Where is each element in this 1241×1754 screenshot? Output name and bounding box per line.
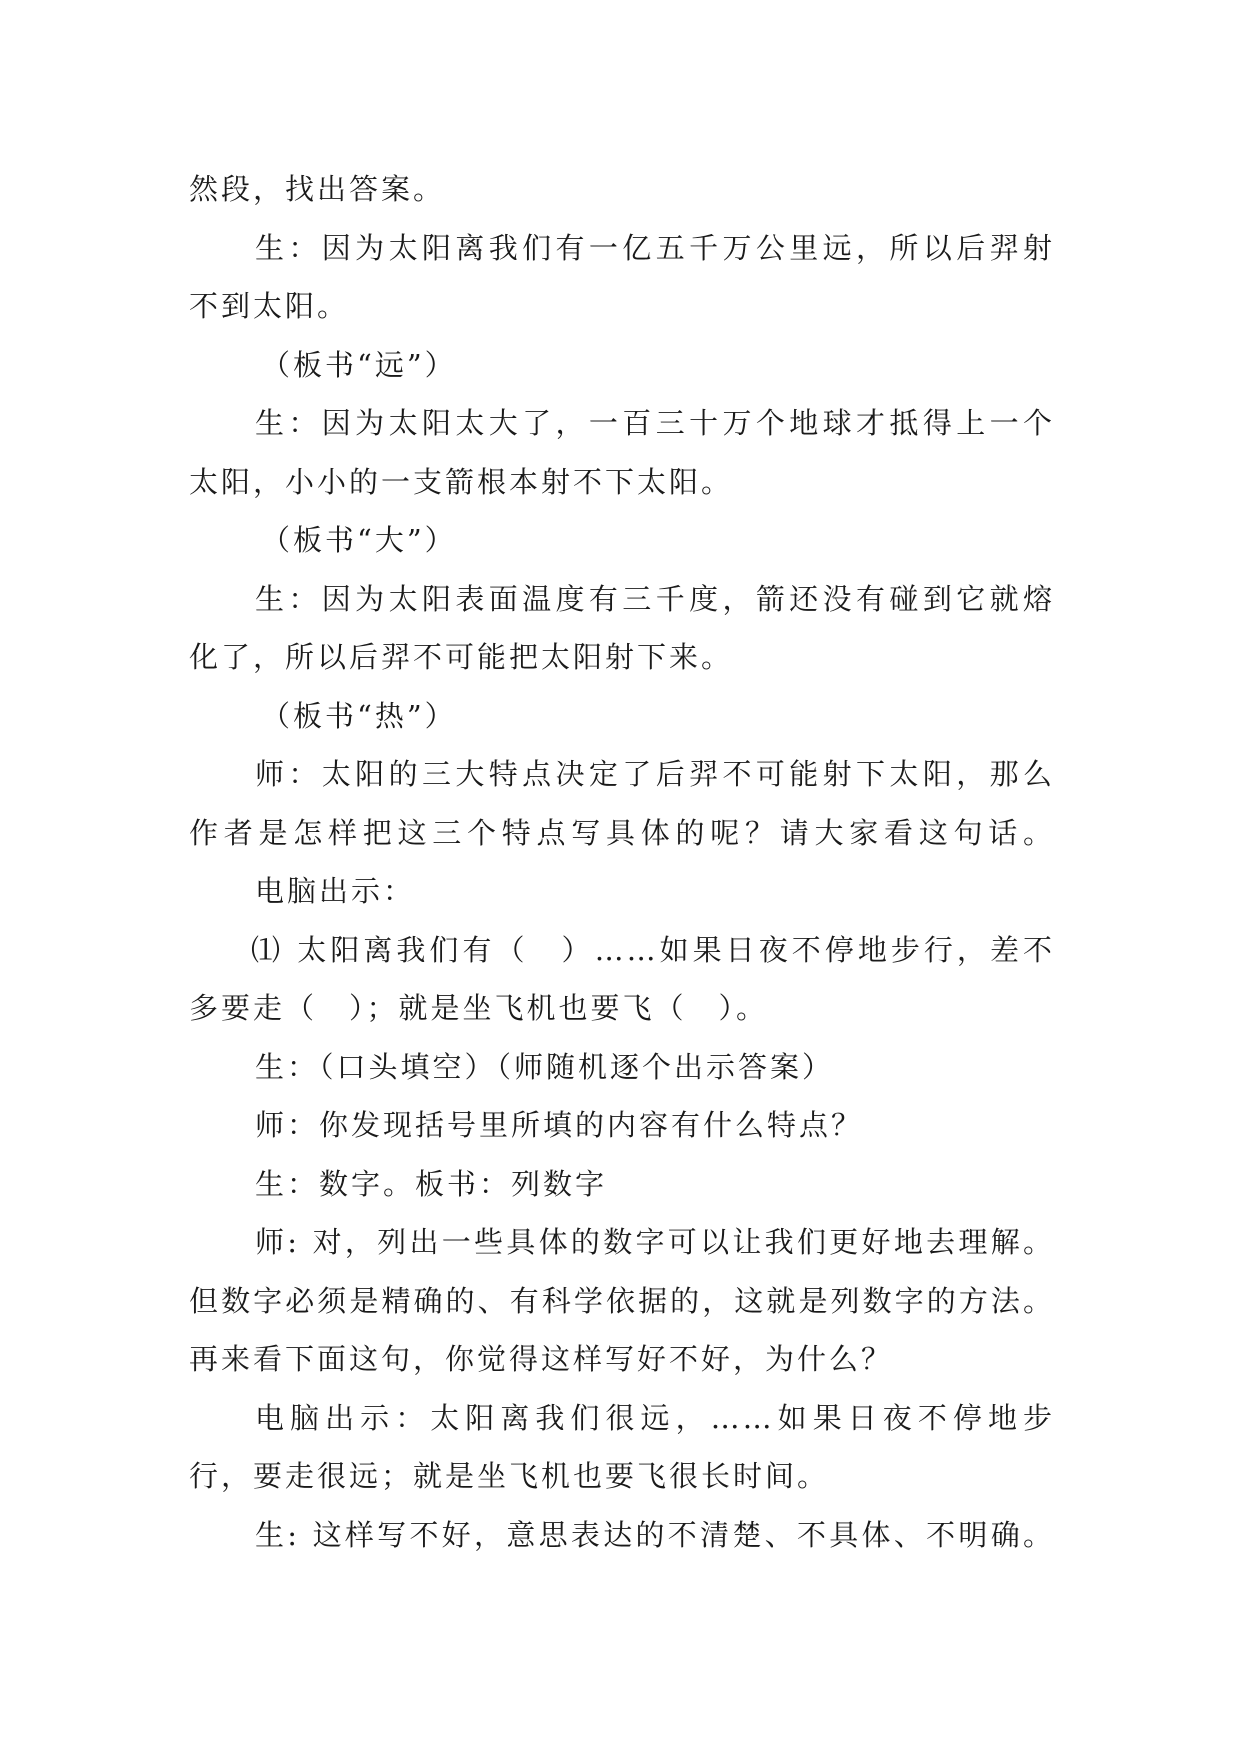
- text-line: 然段，找出答案。: [189, 172, 446, 206]
- text-line: 电脑出示：太阳离我们很远，……如果日夜不停地步: [255, 1400, 1055, 1435]
- text-line: （板书“远”）: [261, 347, 457, 382]
- text-line: 师：太阳的三大特点决定了后羿不可能射下太阳，那么: [255, 757, 1055, 791]
- text-line: 不到太阳。: [189, 289, 350, 323]
- document-body: [189, 160, 1055, 1564]
- text-line: 太阳，小小的一支箭根本射不下太阳。: [189, 464, 734, 499]
- text-line: 行，要走很远；就是坐飞机也要飞很长时间。: [189, 1459, 830, 1493]
- text-line: 生: 这样写不好，意思表达的不清楚、不具体、不明确。: [255, 1517, 1055, 1552]
- text-line: 生：因为太阳离我们有一亿五千万公里远，所以后羿射: [255, 230, 1055, 265]
- text-line: 生：数字。板书：列数字: [255, 1166, 608, 1201]
- text-line: 多要走（ ）；就是坐飞机也要飞（ ）。: [189, 991, 769, 1025]
- text-line: 化了，所以后羿不可能把太阳射下来。: [189, 640, 734, 674]
- text-line: 师：你发现括号里所填的内容有什么特点？: [255, 1108, 864, 1142]
- text-line: 生：因为太阳表面温度有三千度，箭还没有碰到它就熔: [255, 581, 1055, 616]
- text-line: 生：（口头填空）（师随机逐个出示答案）: [255, 1049, 835, 1084]
- text-line: （板书“热”）: [261, 698, 457, 733]
- text-line: ⑴ 太阳离我们有（ ）……如果日夜不停地步行，差不: [251, 932, 1055, 967]
- text-line: （板书“大”）: [261, 523, 457, 557]
- text-line: 但数字必须是精确的、有科学依据的，这就是列数字的方法。: [189, 1283, 1055, 1318]
- text-line: 电脑出示：: [255, 874, 416, 908]
- text-line: 师: 对，列出一些具体的数字可以让我们更好地去理解。: [255, 1225, 1055, 1259]
- text-line: 作者是怎样把这三个特点写具体的呢？请大家看这句话。: [189, 815, 1055, 850]
- text-line: 生：因为太阳太大了，一百三十万个地球才抵得上一个: [255, 406, 1055, 440]
- text-line: 再来看下面这句，你觉得这样写好不好，为什么？: [189, 1342, 894, 1376]
